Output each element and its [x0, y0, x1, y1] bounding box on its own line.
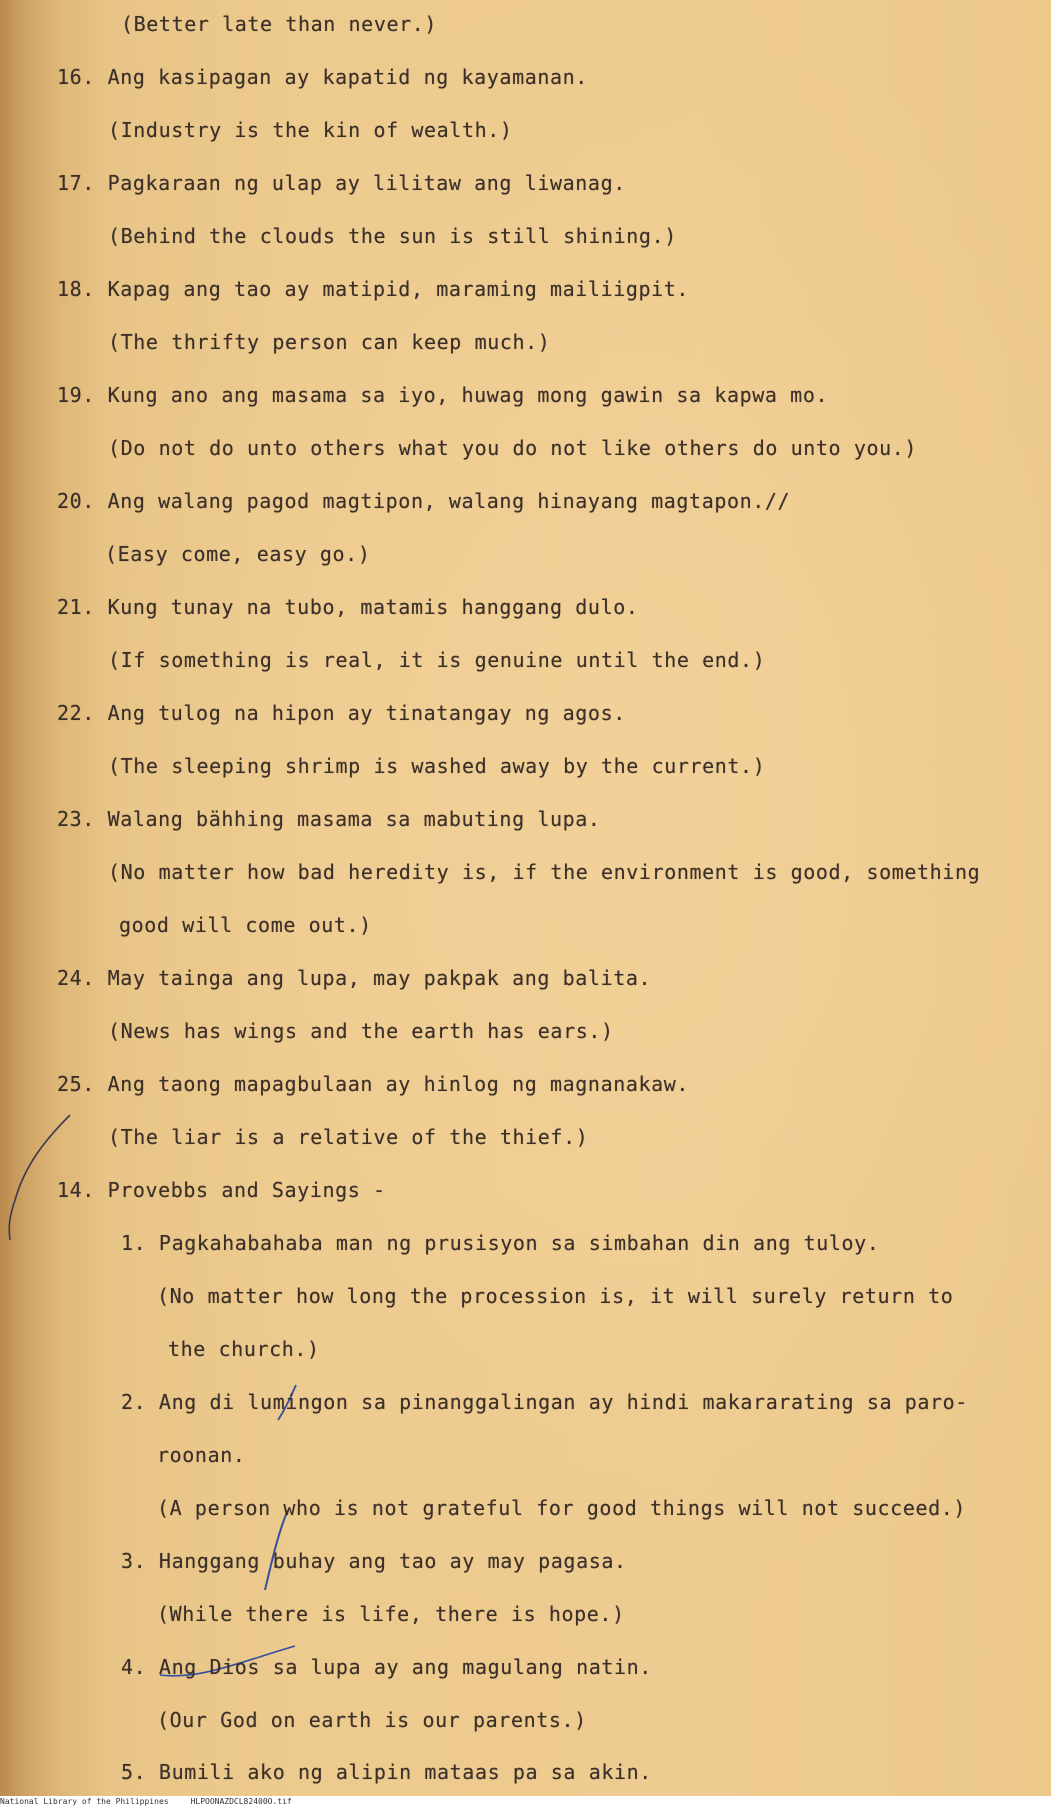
text-line: (No matter how long the procession is, it will surely return to [157, 1284, 954, 1308]
text-line: the church.) [168, 1337, 320, 1361]
text-line: roonan. [157, 1443, 246, 1467]
text-line: 24. May tainga ang lupa, may pakpak ang balita. [57, 966, 652, 990]
text-line: 23. Walang bähhing masama sa mabuting lupa. [57, 807, 601, 831]
text-line: 19. Kung ano ang masama sa iyo, huwag mong gawin sa kapwa mo. [57, 383, 829, 407]
text-line: 22. Ang tulog na hipon ay tinatangay ng agos. [57, 701, 626, 725]
text-line: (The liar is a relative of the thief.) [108, 1125, 589, 1149]
text-line: 3. Hanggang buhay ang tao ay may pagasa. [121, 1549, 627, 1573]
text-line: (Industry is the kin of wealth.) [108, 118, 513, 142]
footer-file: HLPOONAZDCL82400O.tif [190, 1797, 292, 1806]
text-line: 5. Bumili ako ng alipin mataas pa sa akin. [121, 1760, 652, 1784]
text-line: 17. Pagkaraan ng ulap ay lilitaw ang liwanag. [57, 171, 626, 195]
text-line: 18. Kapag ang tao ay matipid, maraming mailiigpit. [57, 277, 690, 301]
text-line: (A person who is not grateful for good things will not succeed.) [157, 1496, 967, 1520]
text-line: (Our God on earth is our parents.) [157, 1708, 587, 1732]
text-line: good will come out.) [119, 913, 372, 937]
text-line: (Better late than never.) [121, 12, 438, 36]
text-line: (While there is life, there is hope.) [157, 1602, 625, 1626]
text-line: (Behind the clouds the sun is still shining.) [108, 224, 677, 248]
text-line: 16. Ang kasipagan ay kapatid ng kayamanan. [57, 65, 588, 89]
scan-footer [0, 1796, 1051, 1808]
text-line: (The thrifty person can keep much.) [108, 330, 551, 354]
text-line: 25. Ang taong mapagbulaan ay hinlog ng magnanakaw. [57, 1072, 690, 1096]
text-line: (No matter how bad heredity is, if the environment is good, something [108, 860, 981, 884]
text-line: (If something is real, it is genuine until the end.) [108, 648, 766, 672]
text-line: 2. Ang di lumingon sa pinanggalingan ay hindi makararating sa paro- [121, 1390, 968, 1414]
text-line: (News has wings and the earth has ears.) [108, 1019, 614, 1043]
text-line: 4. Ang Dios sa lupa ay ang magulang natin. [121, 1655, 652, 1679]
footer-source: National Library of the Philippines [0, 1797, 169, 1806]
text-line: 21. Kung tunay na tubo, matamis hanggang dulo. [57, 595, 639, 619]
text-line: 20. Ang walang pagod magtipon, walang hinayang magtapon.// [57, 489, 791, 513]
text-line: (The sleeping shrimp is washed away by the current.) [108, 754, 766, 778]
section-heading: 14. Provebbs and Sayings - [57, 1178, 386, 1202]
text-line: (Do not do unto others what you do not like others do unto you.) [108, 436, 918, 460]
text-line: 1. Pagkahabahaba man ng prusisyon sa simbahan din ang tuloy. [121, 1231, 880, 1255]
text-line: (Easy come, easy go.) [105, 542, 371, 566]
